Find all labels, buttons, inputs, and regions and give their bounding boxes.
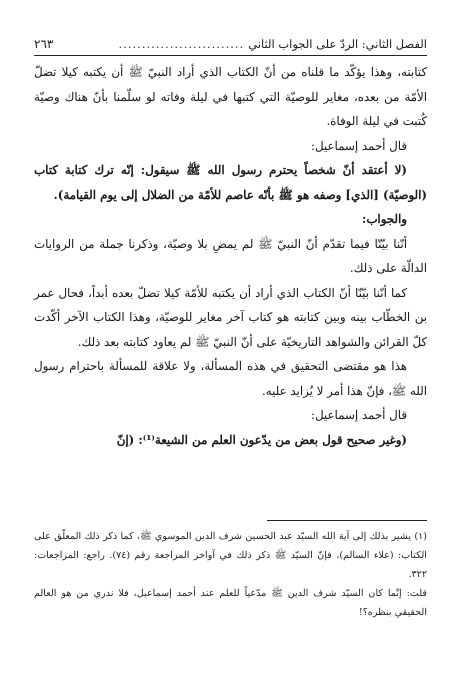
- paragraph-2: أنّنا بيّنّا فيما تقدّم أنّ النبيّ ﷺ لم يمضِ بلا وصيّة، وذكرنا جملة من الروايات الدالّة على ذلك.: [34, 236, 427, 275]
- main-text: [34, 60, 427, 452]
- footnote-rule: [267, 520, 427, 521]
- header-rule: [34, 55, 427, 56]
- running-header: [34, 34, 427, 54]
- chapter-title: الفصل الثاني: الردّ على الجواب الثاني: [248, 37, 427, 51]
- footnote-1: (١) يشير بذلك إلى آية الله السيّد عبد الحسين شرف الدين الموسوي ﷺ، كما ذكر ذلك المعلّق على الكتاب: (علاء السالم)، فإنّ السيّد ﷺ ذكر ذلك في آواخر المراجعة رقم (٧٤). راجع: المراجعات: ٣٢٢.: [34, 531, 427, 580]
- quote-1: (لا أعتقد أنّ شخصاً يحترم رسول الله ﷺ سيقول: إنّه ترك كتابة كتاب (الوصيّة) [الذي] وصفه هو ﷺ بأنّه عاصم للأمّة من الضلال إلى يوم القيامة).: [34, 163, 427, 202]
- quote-2: (وغير صحيح قول بعض من يدّعون العلم من الشيعة⁽¹⁾: (إنّ: [116, 432, 407, 447]
- paragraph-1: كتابته، وهذا يؤكّد ما قلناه من أنّ الكتاب الذي أراد النبيّ ﷺ أن يكتبه كيلا تضلّ الأمّة من بعده، مغاير للوصيّة التي كتبها في ليلة وفاته لو سلّمنا بأنّ هناك وصيّة كُتبت في ليلة الوفاة.: [34, 65, 427, 128]
- paragraph-4: هذا هو مقتضى التحقيق في هذه المسألة، ولا علاقة للمسألة باحترام رسول الله ﷺ، فإنّ هذا أمر لا يُزايد عليه.: [34, 359, 427, 398]
- footnote-2: قلت: إنّما كان السيّد شرف الدين ﷺ مدّعياً للعلم عند أحمد إسماعيل، فلا ندري من هو العالم الحقيقي بنظره؟!: [34, 588, 427, 618]
- speaker-line-1: قال أحمد إسماعيل:: [311, 138, 407, 153]
- leader-dots: ...........................: [118, 37, 245, 51]
- paragraph-3: كما أنّنا بيّنّا أنّ الكتاب الذي أراد أن يكتبه للأمّة كيلا تضلّ بعده أبداً، فحال عمر بن الخطّاب بينه وبين كتابته هو كتاب آخر مغاير للوصيّة، وهذا الكتاب الآخر أكّدت كلّ القرائن والشواهد التاريخيّة على أنّ النبيّ ﷺ لم يعاود كتابته بعد ذلك.: [34, 285, 427, 349]
- footnotes: [34, 527, 427, 622]
- page-number: ٢٦٣: [34, 37, 54, 51]
- speaker-line-2: قال أحمد إسماعيل:: [311, 408, 407, 422]
- answer-heading: والجواب:: [361, 212, 407, 226]
